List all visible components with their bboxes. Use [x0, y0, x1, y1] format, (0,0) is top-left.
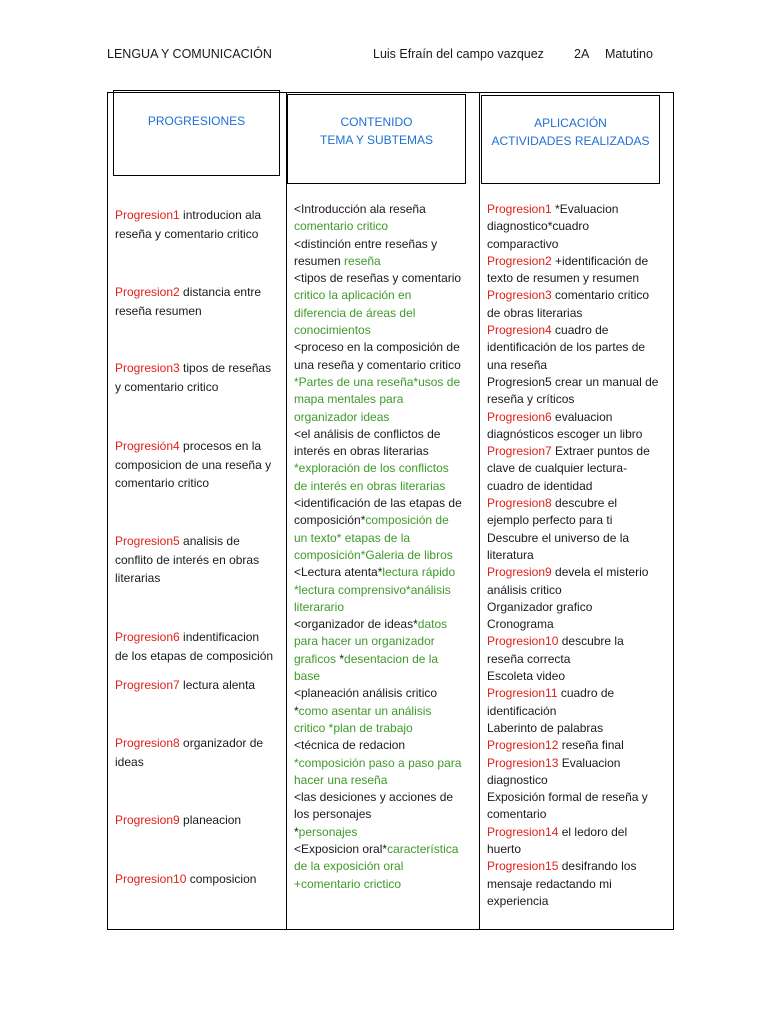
contenido-segment: critico *plan de trabajo: [294, 720, 413, 735]
aplicacion-segment: Cronograma: [487, 617, 554, 632]
header-aplicacion: [481, 95, 660, 184]
aplicacion-segment: Progresion4: [487, 323, 552, 338]
progresion-item-5: [115, 532, 281, 588]
contenido-line: [294, 339, 476, 356]
progresion-item-6: [115, 628, 281, 665]
contenido-line: [294, 806, 476, 823]
progresion-text: planeacion: [179, 813, 242, 827]
contenido-line: [294, 391, 476, 408]
aplicacion-segment: reseña correcta: [487, 651, 571, 666]
aplicacion-line: [487, 564, 671, 581]
aplicacion-line: [487, 409, 671, 426]
aplicacion-line: [487, 322, 671, 339]
aplicacion-segment: Progresion7: [487, 444, 552, 459]
contenido-segment: base: [294, 669, 321, 684]
aplicacion-line: [487, 339, 671, 356]
contenido-line: [294, 443, 476, 460]
progresion-label: Progresion9: [115, 813, 180, 827]
progresion-item-10: [115, 870, 281, 889]
aplicacion-line: [487, 218, 671, 235]
contenido-segment: *: [294, 703, 299, 718]
aplicacion-segment: Progresion10: [487, 634, 559, 649]
aplicacion-segment: diagnostico: [487, 772, 548, 787]
student-name: Luis Efraín del campo vazquez: [373, 47, 544, 61]
contenido-line: [294, 824, 476, 841]
header-contenido-line1: CONTENIDO: [340, 115, 413, 129]
aplicacion-segment: mensaje redactando mi: [487, 876, 612, 891]
aplicacion-segment: diagnósticos escoger un libro: [487, 426, 643, 441]
aplicacion-line: [487, 391, 671, 408]
progresion-text: de los etapas de composición: [115, 648, 274, 663]
aplicacion-line: [487, 530, 671, 547]
contenido-segment: <el análisis de conflictos de: [294, 426, 441, 441]
contenido-segment: composición*: [294, 513, 366, 528]
contenido-line: [294, 426, 476, 443]
contenido-line: [294, 651, 476, 668]
contenido-segment: <técnica de redacion: [294, 738, 406, 753]
progresion-text: composicion: [186, 872, 257, 886]
contenido-segment: <las desiciones y acciones de: [294, 790, 454, 805]
aplicacion-segment: Escoleta video: [487, 669, 566, 684]
contenido-segment: los personajes: [294, 807, 372, 822]
contenido-line: [294, 599, 476, 616]
progresion-text: ideas: [115, 754, 144, 769]
progresion-item-3: [115, 359, 281, 396]
contenido-segment: comentario critico: [294, 219, 389, 234]
aplicacion-line: [487, 858, 671, 875]
contenido-line: [294, 772, 476, 789]
aplicacion-segment: diagnostico*cuadro: [487, 219, 590, 234]
contenido-segment: *composición paso a paso para: [294, 755, 462, 770]
contenido-segment: +comentario crictico: [294, 876, 402, 891]
aplicacion-segment: Exposición formal de reseña y: [487, 790, 648, 805]
contenido-segment: hacer una reseña: [294, 772, 388, 787]
progresion-text: composicion de una reseña y: [115, 457, 272, 472]
contenido-segment: *: [294, 824, 299, 839]
contenido-segment: composición*Galeria de libros: [294, 547, 453, 562]
aplicacion-segment: comentario: [487, 807, 547, 822]
aplicacion-segment: identificación: [487, 703, 557, 718]
aplicacion-line: [487, 305, 671, 322]
contenido-line: [294, 858, 476, 875]
contenido-segment: diferencia de áreas del: [294, 305, 416, 320]
aplicacion-line: [487, 616, 671, 633]
aplicacion-segment: comentario critico: [551, 288, 650, 303]
aplicacion-line: [487, 512, 671, 529]
aplicacion-segment: Progresion15: [487, 859, 559, 874]
contenido-segment: como asentar un análisis: [298, 703, 432, 718]
progresion-item-7: [115, 676, 281, 695]
contenido-segment: <planeación análisis critico: [294, 686, 438, 701]
contenido-segment: composición de: [365, 513, 449, 528]
contenido-segment: mapa mentales para: [294, 392, 404, 407]
aplicacion-segment: reseña y críticos: [487, 392, 575, 407]
aplicacion-segment: cuadro de identidad: [487, 478, 593, 493]
aplicacion-segment: Progresion5 crear un manual de: [487, 374, 659, 389]
contenido-line: [294, 322, 476, 339]
progresion-label: Progresion3: [115, 361, 180, 375]
progresion-text: indentificacion: [179, 630, 260, 644]
contenido-segment: una reseña y comentario critico: [294, 357, 461, 372]
aplicacion-segment: Extraer puntos de: [551, 444, 650, 459]
group-label: 2A: [574, 47, 590, 61]
aplicacion-line: [487, 633, 671, 650]
aplicacion-segment: Evaluacion: [558, 755, 621, 770]
contenido-segment: *lectura comprensivo*análisis: [294, 582, 451, 597]
contenido-segment: personajes: [298, 824, 358, 839]
progresion-item-8: [115, 734, 281, 771]
aplicacion-segment: Progresion9: [487, 565, 552, 580]
aplicacion-segment: Progresion12: [487, 738, 559, 753]
aplicacion-line: [487, 478, 671, 495]
aplicacion-line: [487, 789, 671, 806]
contenido-segment: critico la aplicación en: [294, 288, 412, 303]
contenido-line: [294, 582, 476, 599]
contenido-segment: reseña: [344, 253, 381, 268]
progresion-item-1: [115, 206, 281, 243]
progresion-label: Progresion2: [115, 285, 180, 299]
aplicacion-segment: Progresion13: [487, 755, 559, 770]
contenido-segment: un texto* etapas de la: [294, 530, 411, 545]
aplicacion-line: [487, 893, 671, 910]
contenido-line: [294, 460, 476, 477]
contenido-segment: de la exposición oral: [294, 859, 404, 874]
aplicacion-segment: literatura: [487, 547, 534, 562]
aplicacion-line: [487, 287, 671, 304]
contenido-column: [294, 201, 476, 893]
aplicacion-line: [487, 599, 671, 616]
header-aplicacion-line1: APLICACIÓN: [534, 116, 607, 130]
aplicacion-line: [487, 460, 671, 477]
aplicacion-line: [487, 582, 671, 599]
aplicacion-line: [487, 651, 671, 668]
progresion-item-2: [115, 283, 281, 320]
progresion-label: Progresion7: [115, 678, 180, 692]
column-divider-1: [286, 92, 287, 930]
contenido-segment: <Lectura atenta*: [294, 565, 383, 580]
header-contenido: [287, 94, 466, 184]
contenido-line: [294, 564, 476, 581]
aplicacion-segment: descubre el: [551, 496, 618, 511]
contenido-line: [294, 737, 476, 754]
contenido-line: [294, 201, 476, 218]
contenido-segment: desentacion de la: [344, 651, 439, 666]
contenido-line: [294, 720, 476, 737]
aplicacion-line: [487, 876, 671, 893]
aplicacion-segment: reseña final: [558, 738, 624, 753]
progresion-text: organizador de: [179, 736, 264, 750]
contenido-segment: <distinción entre reseñas y: [294, 236, 438, 251]
contenido-line: [294, 512, 476, 529]
contenido-segment: interés en obras literarias: [294, 444, 429, 459]
aplicacion-segment: experiencia: [487, 893, 549, 908]
aplicacion-segment: análisis critico: [487, 582, 562, 597]
contenido-line: [294, 495, 476, 512]
progresion-text: distancia entre: [179, 285, 262, 299]
aplicacion-line: [487, 270, 671, 287]
contenido-segment: <Introducción ala reseña: [294, 202, 426, 216]
aplicacion-line: [487, 755, 671, 772]
subject-title: LENGUA Y COMUNICACIÓN: [107, 47, 272, 61]
aplicacion-line: [487, 685, 671, 702]
progresion-label: Progresion10: [115, 872, 187, 886]
aplicacion-segment: desifrando los: [558, 859, 637, 874]
aplicacion-segment: huerto: [487, 841, 522, 856]
aplicacion-column: [487, 201, 671, 910]
contenido-line: [294, 409, 476, 426]
aplicacion-segment: evaluacion: [551, 409, 613, 424]
contenido-line: [294, 789, 476, 806]
contenido-segment: graficos: [294, 651, 340, 666]
aplicacion-segment: Progresion14: [487, 824, 559, 839]
contenido-segment: conocimientos: [294, 323, 371, 338]
aplicacion-line: [487, 253, 671, 270]
aplicacion-segment: ejemplo perfecto para ti: [487, 513, 613, 528]
contenido-line: [294, 218, 476, 235]
contenido-segment: resumen: [294, 253, 345, 268]
contenido-segment: de interés en obras literarias: [294, 478, 446, 493]
aplicacion-segment: descubre la: [558, 634, 624, 649]
aplicacion-segment: identificación de los partes de: [487, 340, 646, 355]
contenido-segment: <Exposicion oral*: [294, 841, 388, 856]
aplicacion-segment: Progresion11: [487, 686, 558, 701]
progresion-text: comentario critico: [115, 476, 210, 490]
contenido-segment: *: [339, 651, 345, 666]
aplicacion-line: [487, 806, 671, 823]
contenido-line: [294, 374, 476, 391]
contenido-segment: *Partes de una reseña*usos de: [294, 374, 461, 389]
aplicacion-line: [487, 668, 671, 685]
aplicacion-line: [487, 547, 671, 564]
contenido-line: [294, 633, 476, 650]
aplicacion-line: [487, 374, 671, 391]
aplicacion-line: [487, 841, 671, 858]
progresion-text: analisis de: [179, 534, 240, 548]
aplicacion-segment: Progresion1: [487, 202, 552, 216]
contenido-segment: para hacer un organizador: [294, 634, 435, 649]
header-progresiones-label: PROGRESIONES: [147, 114, 246, 128]
progresion-text: y comentario critico: [115, 379, 219, 394]
contenido-line: [294, 287, 476, 304]
progresion-label: Progresión4: [115, 439, 180, 453]
contenido-line: [294, 270, 476, 287]
aplicacion-segment: cuadro de: [557, 686, 615, 701]
aplicacion-line: [487, 703, 671, 720]
aplicacion-segment: Progresion8: [487, 496, 552, 511]
progresion-item-4: [115, 437, 281, 493]
shift-label: Matutino: [605, 47, 653, 61]
contenido-segment: *exploración de los conflictos: [294, 461, 449, 476]
contenido-segment: lectura rápido: [382, 565, 456, 580]
aplicacion-line: [487, 443, 671, 460]
header-progresiones: [113, 90, 280, 176]
aplicacion-line: [487, 737, 671, 754]
progresion-text: lectura alenta: [179, 678, 256, 692]
aplicacion-segment: devela el misterio: [551, 565, 649, 580]
contenido-line: [294, 530, 476, 547]
progresion-text: procesos en la: [179, 439, 262, 453]
aplicacion-segment: Laberinto de palabras: [487, 720, 604, 735]
contenido-line: [294, 668, 476, 685]
contenido-segment: <tipos de reseñas y comentario: [294, 271, 462, 286]
progresion-label: Progresion1: [115, 208, 180, 222]
contenido-line: [294, 703, 476, 720]
aplicacion-line: [487, 495, 671, 512]
column-divider-2: [479, 92, 480, 930]
aplicacion-line: [487, 357, 671, 374]
header-contenido-line2: TEMA Y SUBTEMAS: [320, 133, 433, 147]
progresion-text: literarias: [115, 571, 161, 585]
aplicacion-segment: Organizador grafico: [487, 599, 593, 614]
aplicacion-segment: texto de resumen y resumen: [487, 271, 640, 286]
aplicacion-segment: el ledoro del: [558, 824, 628, 839]
contenido-segment: <organizador de ideas*: [294, 617, 418, 632]
aplicacion-line: [487, 824, 671, 841]
contenido-line: [294, 547, 476, 564]
contenido-line: [294, 876, 476, 893]
progresion-label: Progresion6: [115, 630, 180, 644]
aplicacion-segment: Progresion6: [487, 409, 552, 424]
contenido-line: [294, 685, 476, 702]
aplicacion-segment: Progresion3: [487, 288, 552, 303]
aplicacion-segment: Progresion2: [487, 253, 552, 268]
aplicacion-line: [487, 201, 671, 218]
aplicacion-segment: una reseña: [487, 357, 548, 372]
contenido-line: [294, 478, 476, 495]
aplicacion-line: [487, 236, 671, 253]
progresion-text: reseña y comentario critico: [115, 226, 259, 241]
aplicacion-segment: cuadro de: [551, 323, 609, 338]
aplicacion-line: [487, 772, 671, 789]
contenido-line: [294, 305, 476, 322]
contenido-segment: literarario: [294, 599, 345, 614]
aplicacion-segment: de obras literarias: [487, 305, 583, 320]
progresion-item-9: [115, 811, 281, 830]
contenido-line: [294, 755, 476, 772]
contenido-segment: <proceso en la composición de: [294, 340, 460, 355]
contenido-segment: característica: [387, 841, 459, 856]
progresion-label: Progresion8: [115, 736, 180, 750]
progresion-text: tipos de reseñas: [179, 361, 272, 375]
progresion-text: introducion ala: [179, 208, 262, 222]
contenido-line: [294, 236, 476, 253]
progresion-label: Progresion5: [115, 534, 180, 548]
aplicacion-segment: *Evaluacion: [551, 202, 619, 216]
progresion-text: reseña resumen: [115, 303, 202, 318]
aplicacion-line: [487, 426, 671, 443]
contenido-line: [294, 253, 476, 270]
aplicacion-line: [487, 720, 671, 737]
contenido-line: [294, 357, 476, 374]
aplicacion-segment: +identificación de: [551, 253, 649, 268]
contenido-line: [294, 616, 476, 633]
contenido-segment: datos: [417, 617, 448, 632]
contenido-segment: organizador ideas: [294, 409, 390, 424]
aplicacion-segment: clave de cualquier lectura-: [487, 461, 628, 476]
aplicacion-segment: comparactivo: [487, 236, 559, 251]
header-aplicacion-line2: ACTIVIDADES REALIZADAS: [491, 134, 650, 148]
aplicacion-segment: Descubre el universo de la: [487, 530, 630, 545]
progresion-text: conflito de interés en obras: [115, 552, 260, 567]
contenido-line: [294, 841, 476, 858]
contenido-segment: <identificación de las etapas de: [294, 496, 462, 511]
